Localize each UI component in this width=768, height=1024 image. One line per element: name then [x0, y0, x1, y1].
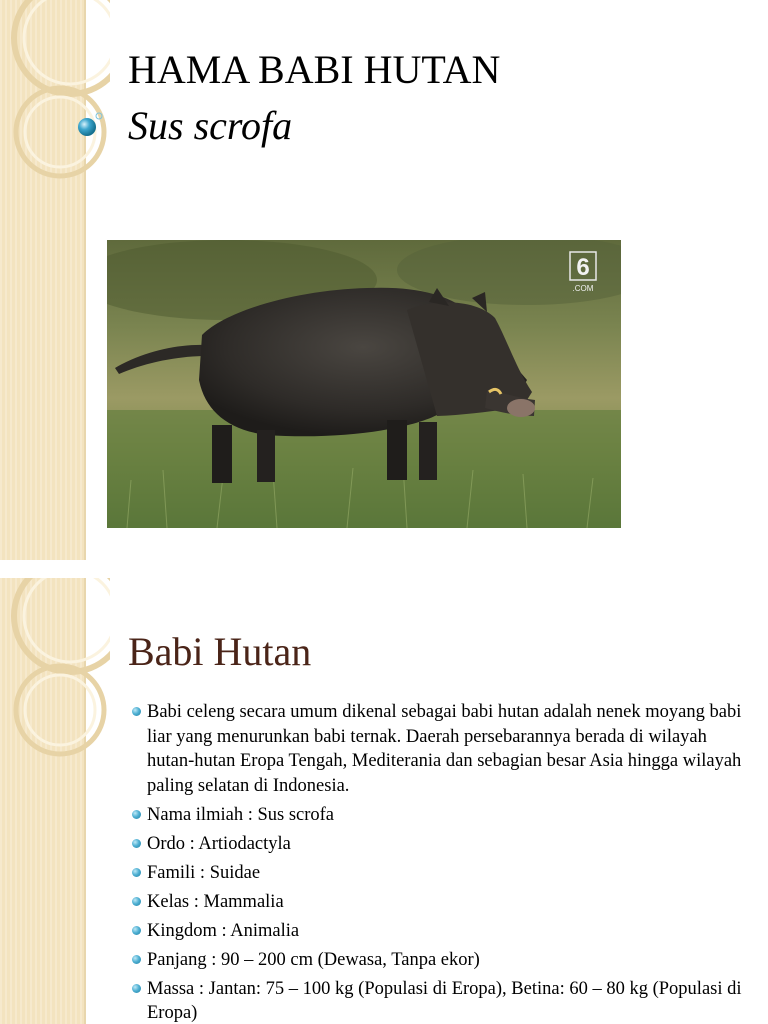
blue-orb-icon [78, 118, 96, 136]
list-item-text: Panjang : 90 – 200 cm (Dewasa, Tanpa ekor) [147, 949, 480, 970]
list-item-text: Massa : Jantan: 75 – 100 kg (Populasi di Eropa), Betina: 60 – 80 kg (Populasi di Eropa) [147, 978, 742, 1023]
photo-watermark-number: 6 [576, 254, 590, 281]
list-item [132, 700, 742, 798]
list-item [132, 890, 742, 915]
list-item [132, 948, 742, 973]
decorative-rings [0, 0, 110, 560]
fact-list [132, 700, 742, 1024]
list-item-text: Kingdom : Animalia [147, 920, 300, 941]
bullet-icon [132, 810, 141, 819]
list-item [132, 832, 742, 857]
list-item [132, 977, 742, 1024]
list-item-text: Babi celeng secara umum dikenal sebagai babi hutan adalah nenek moyang babi liar yang menurunkan babi ternak. Daerah persebarannya berada di wilayah hutan-hutan Eropa Tengah, Mediterania dan sebagian besar Asia hingga wilayah paling selatan di Indonesia. [147, 702, 742, 796]
list-item-text: Famili : Suidae [147, 862, 261, 883]
list-item-text: Nama ilmiah : Sus scrofa [147, 804, 335, 825]
photo-watermark-suffix: .COM [572, 284, 594, 293]
list-item [132, 861, 742, 886]
slide-title-text: HAMA BABI HUTAN [128, 47, 501, 92]
bullet-icon [132, 955, 141, 964]
bullet-icon [132, 926, 141, 935]
list-item-text: Ordo : Artiodactyla [147, 833, 291, 854]
wild-boar-photo [107, 240, 621, 528]
section-title: Babi Hutan [128, 629, 312, 674]
scientific-name-subtitle: Sus scrofa [128, 103, 293, 148]
bullet-icon [132, 868, 141, 877]
bullet-icon [132, 839, 141, 848]
bullet-icon [132, 984, 141, 993]
bullet-icon [132, 897, 141, 906]
slide-gap [0, 560, 768, 578]
decorative-rings [0, 578, 110, 1024]
list-item-text: Kelas : Mammalia [147, 891, 284, 912]
list-item [132, 803, 742, 828]
slide-info [0, 578, 768, 1024]
bullet-icon [132, 707, 141, 716]
list-item [132, 919, 742, 944]
